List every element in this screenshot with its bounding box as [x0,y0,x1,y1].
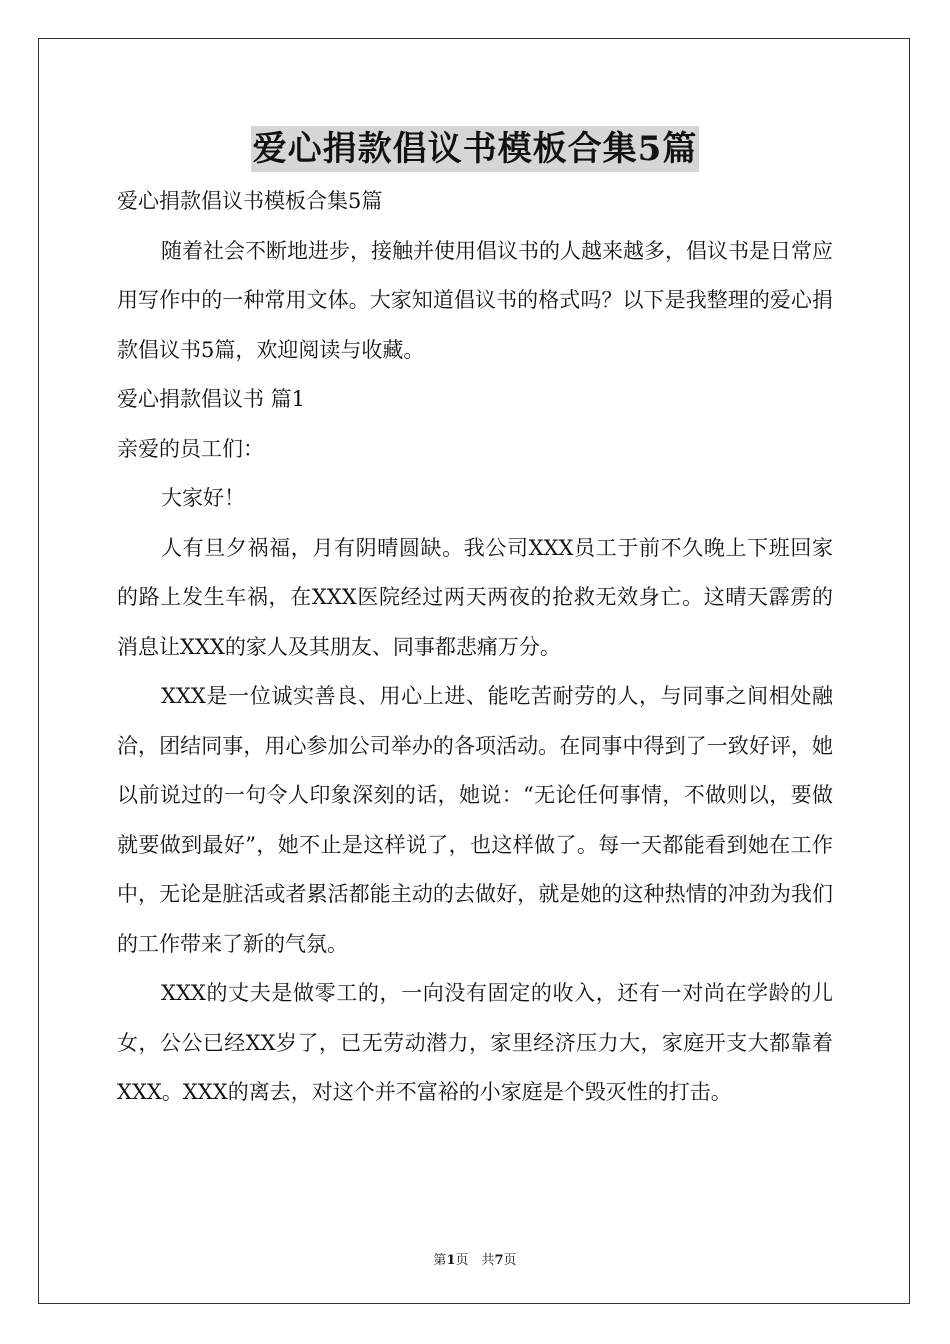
document-title: 爱心捐款倡议书模板合集5篇 [251,126,700,172]
intro-paragraph: 随着社会不断地进步，接触并使用倡议书的人越来越多，倡议书是日常应用写作中的一种常用文体。大家知道倡议书的格式吗？以下是我整理的爱心捐款倡议书5篇，欢迎阅读与收藏。 [117,238,833,362]
page-prefix: 第 [433,1253,447,1268]
page-suffix: 页 [503,1253,517,1268]
greeting: 大家好！ [161,486,245,510]
current-page-number: 1 [446,1253,456,1268]
page-mid: 页 共 [455,1253,495,1268]
page-footer [0,1249,950,1268]
total-page-count: 7 [494,1253,504,1268]
section-heading: 爱心捐款倡议书 篇1 [117,387,306,411]
body-paragraph: XXX是一位诚实善良、用心上进、能吃苦耐劳的人，与同事之间相处融洽，团结同事，用心参加公司举办的各项活动。在同事中得到了一致好评，她以前说过的一句令人印象深刻的话，她说：“无论任何事情，不做则以，要做就要做到最好”，她不止是这样说了，也这样做了。每一天都能看到她在工作中，无论是脏活或者累活都能主动的去做好，就是她的这种热情的冲劲为我们的工作带来了新的气氛。 [117,684,833,956]
subtitle-line: 爱心捐款倡议书模板合集5篇 [117,189,383,213]
body-paragraph: 人有旦夕祸福，月有阴晴圆缺。我公司XXX员工于前不久晚上下班回家的路上发生车祸，在XXX医院经过两天两夜的抢救无效身亡。这晴天霹雳的消息让XXX的家人及其朋友、同事都悲痛万分。 [117,535,833,659]
document-body [117,177,833,1118]
title-container [0,126,950,172]
salutation: 亲爱的员工们： [117,436,264,461]
body-paragraph: XXX的丈夫是做零工的，一向没有固定的收入，还有一对尚在学龄的儿女，公公已经XX岁了，已无劳动潜力，家里经济压力大，家庭开支大都靠着XXX。XXX的离去，对这个并不富裕的小家庭是个毁灭性的打击。 [117,981,833,1104]
